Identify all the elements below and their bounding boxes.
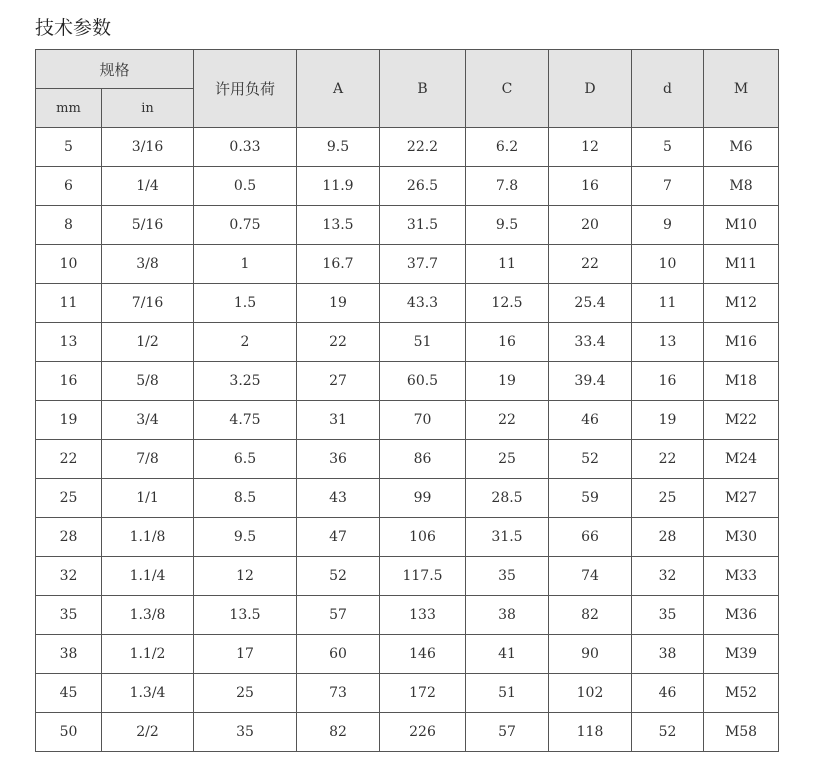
cell-d-upper: 16 xyxy=(549,167,632,206)
cell-mm: 22 xyxy=(36,440,102,479)
cell-load: 9.5 xyxy=(194,518,297,557)
cell-m: M24 xyxy=(704,440,779,479)
cell-c: 35 xyxy=(466,557,549,596)
cell-d-upper: 118 xyxy=(549,713,632,752)
table-row xyxy=(36,557,779,596)
cell-d-upper: 12 xyxy=(549,128,632,167)
cell-c: 11 xyxy=(466,245,549,284)
cell-load: 0.5 xyxy=(194,167,297,206)
cell-d-lower: 9 xyxy=(632,206,704,245)
cell-a: 36 xyxy=(297,440,380,479)
cell-c: 31.5 xyxy=(466,518,549,557)
cell-d-upper: 59 xyxy=(549,479,632,518)
cell-b: 172 xyxy=(380,674,466,713)
cell-in: 1.3/8 xyxy=(102,596,194,635)
cell-b: 31.5 xyxy=(380,206,466,245)
cell-b: 51 xyxy=(380,323,466,362)
table-row xyxy=(36,362,779,401)
cell-load: 2 xyxy=(194,323,297,362)
cell-b: 37.7 xyxy=(380,245,466,284)
cell-d-upper: 52 xyxy=(549,440,632,479)
table-row xyxy=(36,167,779,206)
table-row xyxy=(36,596,779,635)
cell-b: 60.5 xyxy=(380,362,466,401)
cell-in: 7/16 xyxy=(102,284,194,323)
cell-a: 22 xyxy=(297,323,380,362)
cell-m: M22 xyxy=(704,401,779,440)
cell-d-lower: 46 xyxy=(632,674,704,713)
cell-d-upper: 46 xyxy=(549,401,632,440)
cell-a: 43 xyxy=(297,479,380,518)
cell-d-lower: 35 xyxy=(632,596,704,635)
cell-c: 12.5 xyxy=(466,284,549,323)
cell-b: 146 xyxy=(380,635,466,674)
cell-c: 6.2 xyxy=(466,128,549,167)
cell-d-upper: 33.4 xyxy=(549,323,632,362)
cell-in: 3/16 xyxy=(102,128,194,167)
cell-in: 5/16 xyxy=(102,206,194,245)
table-row xyxy=(36,713,779,752)
cell-c: 9.5 xyxy=(466,206,549,245)
header-load: 许用负荷 xyxy=(194,50,297,128)
cell-load: 1.5 xyxy=(194,284,297,323)
cell-in: 1/4 xyxy=(102,167,194,206)
cell-in: 1.3/4 xyxy=(102,674,194,713)
table-row xyxy=(36,128,779,167)
cell-c: 25 xyxy=(466,440,549,479)
table-row xyxy=(36,635,779,674)
cell-mm: 25 xyxy=(36,479,102,518)
cell-d-upper: 22 xyxy=(549,245,632,284)
cell-d-lower: 52 xyxy=(632,713,704,752)
cell-b: 106 xyxy=(380,518,466,557)
cell-c: 57 xyxy=(466,713,549,752)
cell-b: 70 xyxy=(380,401,466,440)
header-a: A xyxy=(297,50,380,128)
cell-mm: 38 xyxy=(36,635,102,674)
cell-b: 117.5 xyxy=(380,557,466,596)
cell-a: 31 xyxy=(297,401,380,440)
cell-b: 99 xyxy=(380,479,466,518)
cell-b: 26.5 xyxy=(380,167,466,206)
cell-m: M27 xyxy=(704,479,779,518)
cell-m: M36 xyxy=(704,596,779,635)
cell-mm: 16 xyxy=(36,362,102,401)
cell-a: 16.7 xyxy=(297,245,380,284)
cell-in: 5/8 xyxy=(102,362,194,401)
cell-d-upper: 25.4 xyxy=(549,284,632,323)
cell-a: 60 xyxy=(297,635,380,674)
cell-a: 82 xyxy=(297,713,380,752)
cell-in: 1/1 xyxy=(102,479,194,518)
cell-load: 1 xyxy=(194,245,297,284)
cell-mm: 6 xyxy=(36,167,102,206)
cell-b: 226 xyxy=(380,713,466,752)
table-header xyxy=(36,50,779,128)
header-c: C xyxy=(466,50,549,128)
cell-d-lower: 19 xyxy=(632,401,704,440)
header-m: M xyxy=(704,50,779,128)
table-row xyxy=(36,518,779,557)
cell-mm: 19 xyxy=(36,401,102,440)
cell-c: 41 xyxy=(466,635,549,674)
cell-c: 7.8 xyxy=(466,167,549,206)
spec-table xyxy=(35,49,779,752)
cell-m: M8 xyxy=(704,167,779,206)
cell-d-lower: 22 xyxy=(632,440,704,479)
cell-d-upper: 39.4 xyxy=(549,362,632,401)
cell-load: 4.75 xyxy=(194,401,297,440)
table-row xyxy=(36,401,779,440)
cell-m: M16 xyxy=(704,323,779,362)
cell-m: M33 xyxy=(704,557,779,596)
header-in: in xyxy=(102,89,194,128)
cell-c: 16 xyxy=(466,323,549,362)
cell-load: 12 xyxy=(194,557,297,596)
cell-d-lower: 28 xyxy=(632,518,704,557)
cell-in: 1/2 xyxy=(102,323,194,362)
cell-d-lower: 13 xyxy=(632,323,704,362)
header-d-upper: D xyxy=(549,50,632,128)
cell-d-lower: 32 xyxy=(632,557,704,596)
cell-d-upper: 102 xyxy=(549,674,632,713)
cell-load: 3.25 xyxy=(194,362,297,401)
cell-m: M6 xyxy=(704,128,779,167)
cell-mm: 28 xyxy=(36,518,102,557)
cell-d-lower: 16 xyxy=(632,362,704,401)
header-mm: mm xyxy=(36,89,102,128)
cell-c: 38 xyxy=(466,596,549,635)
table-row xyxy=(36,674,779,713)
cell-d-upper: 66 xyxy=(549,518,632,557)
cell-mm: 5 xyxy=(36,128,102,167)
cell-d-lower: 5 xyxy=(632,128,704,167)
cell-in: 1.1/4 xyxy=(102,557,194,596)
cell-mm: 11 xyxy=(36,284,102,323)
cell-mm: 10 xyxy=(36,245,102,284)
cell-load: 25 xyxy=(194,674,297,713)
cell-mm: 45 xyxy=(36,674,102,713)
cell-mm: 35 xyxy=(36,596,102,635)
cell-a: 73 xyxy=(297,674,380,713)
cell-m: M12 xyxy=(704,284,779,323)
table-row xyxy=(36,440,779,479)
cell-b: 86 xyxy=(380,440,466,479)
cell-in: 2/2 xyxy=(102,713,194,752)
cell-d-upper: 74 xyxy=(549,557,632,596)
cell-load: 6.5 xyxy=(194,440,297,479)
cell-d-lower: 11 xyxy=(632,284,704,323)
table-row xyxy=(36,206,779,245)
cell-mm: 8 xyxy=(36,206,102,245)
cell-a: 11.9 xyxy=(297,167,380,206)
header-spec: 规格 xyxy=(36,50,194,89)
cell-in: 3/4 xyxy=(102,401,194,440)
cell-load: 35 xyxy=(194,713,297,752)
cell-a: 13.5 xyxy=(297,206,380,245)
cell-load: 0.75 xyxy=(194,206,297,245)
cell-d-upper: 90 xyxy=(549,635,632,674)
cell-d-upper: 20 xyxy=(549,206,632,245)
cell-m: M58 xyxy=(704,713,779,752)
cell-c: 28.5 xyxy=(466,479,549,518)
cell-c: 22 xyxy=(466,401,549,440)
cell-m: M52 xyxy=(704,674,779,713)
cell-load: 0.33 xyxy=(194,128,297,167)
cell-m: M10 xyxy=(704,206,779,245)
cell-b: 133 xyxy=(380,596,466,635)
cell-load: 13.5 xyxy=(194,596,297,635)
cell-a: 47 xyxy=(297,518,380,557)
cell-d-lower: 38 xyxy=(632,635,704,674)
cell-a: 19 xyxy=(297,284,380,323)
table-row xyxy=(36,479,779,518)
cell-d-upper: 82 xyxy=(549,596,632,635)
cell-load: 17 xyxy=(194,635,297,674)
cell-m: M18 xyxy=(704,362,779,401)
cell-m: M11 xyxy=(704,245,779,284)
cell-c: 51 xyxy=(466,674,549,713)
table-row xyxy=(36,323,779,362)
cell-b: 43.3 xyxy=(380,284,466,323)
cell-a: 57 xyxy=(297,596,380,635)
cell-mm: 50 xyxy=(36,713,102,752)
cell-a: 9.5 xyxy=(297,128,380,167)
page-title: 技术参数 xyxy=(35,17,112,39)
cell-in: 1.1/2 xyxy=(102,635,194,674)
cell-in: 3/8 xyxy=(102,245,194,284)
cell-a: 27 xyxy=(297,362,380,401)
cell-d-lower: 7 xyxy=(632,167,704,206)
cell-m: M39 xyxy=(704,635,779,674)
cell-m: M30 xyxy=(704,518,779,557)
cell-d-lower: 10 xyxy=(632,245,704,284)
cell-d-lower: 25 xyxy=(632,479,704,518)
cell-b: 22.2 xyxy=(380,128,466,167)
cell-mm: 13 xyxy=(36,323,102,362)
cell-load: 8.5 xyxy=(194,479,297,518)
cell-a: 52 xyxy=(297,557,380,596)
header-d-lower: d xyxy=(632,50,704,128)
cell-in: 7/8 xyxy=(102,440,194,479)
table-body xyxy=(36,128,779,752)
header-b: B xyxy=(380,50,466,128)
cell-mm: 32 xyxy=(36,557,102,596)
cell-c: 19 xyxy=(466,362,549,401)
cell-in: 1.1/8 xyxy=(102,518,194,557)
table-row xyxy=(36,284,779,323)
table-row xyxy=(36,245,779,284)
